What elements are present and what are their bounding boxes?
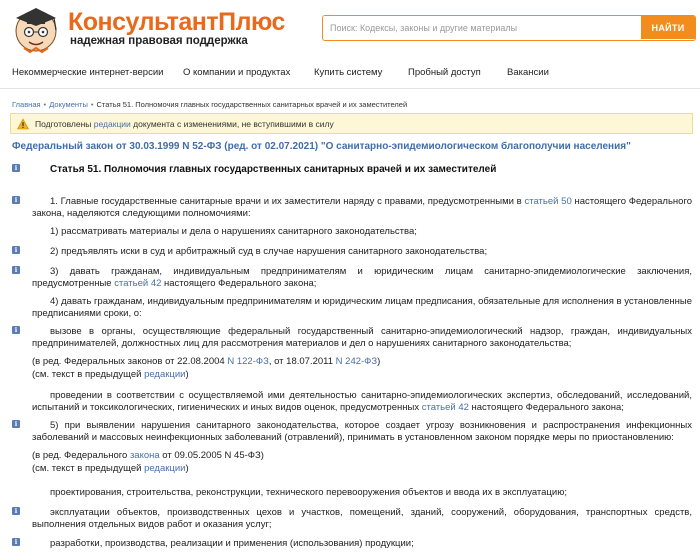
paragraph: 1. Главные государственные санитарные врачи и их заместители наряду с правами, предусмотренными в статьей 50 настоящего Федерального закона, наделяются следующими полномочиями: xyxy=(32,196,692,219)
info-icon[interactable]: i xyxy=(12,507,20,515)
law-link[interactable]: N 122-ФЗ xyxy=(227,356,269,367)
paragraph: 4) давать гражданам, индивидуальным предпринимателям и юридическим лицам предписания, обязательные для исполнения в установленные предписаниями сроки, о: xyxy=(32,296,692,319)
nav-item-noncommercial[interactable]: Некоммерческие интернет-версии xyxy=(12,67,164,78)
article-link[interactable]: статьей 42 xyxy=(421,401,469,413)
breadcrumb-docs[interactable]: Документы xyxy=(49,100,88,109)
info-icon[interactable]: i xyxy=(12,266,20,274)
info-icon[interactable]: i xyxy=(12,196,20,204)
brand-tagline: надежная правовая поддержка xyxy=(70,35,248,47)
paragraph: 5) при выявлении нарушения санитарного законодательства, которое создает угрозу возникновения и распространения инфекционных заболеваний и массовых неинфекционных заболеваний (отравлений), принимать в установленном законом порядке меры по приостановлению: xyxy=(32,420,692,443)
brand-name: КонсультантПлюс xyxy=(68,8,285,36)
breadcrumb-current: Статья 51. Полномочия главных государственных санитарных врачей и их заместителей xyxy=(96,100,408,109)
edition-link[interactable]: редакции xyxy=(144,369,186,380)
info-icon[interactable]: i xyxy=(12,538,20,546)
law-link[interactable]: N 242-ФЗ xyxy=(335,356,378,367)
paragraph: 2) предъявлять иски в суд и арбитражный суд в случае нарушения санитарного законодательства; xyxy=(50,246,488,257)
paragraph: 1) рассматривать материалы и дела о нарушениях санитарного законодательства; xyxy=(50,226,417,237)
paragraph: проектирования, строительства, реконструкции, технического перевооружения объектов и ввода их в эксплуатацию; xyxy=(50,487,567,498)
paragraph: 3) давать гражданам, индивидуальным предпринимателям и юридическим лицам санитарно-эпидемиологические заключения, предусмотренные статьей 42 настоящего Федерального закона; xyxy=(32,266,692,289)
paragraph: разработки, производства, реализации и применения (использования) продукции; xyxy=(50,538,414,549)
warning-text: Подготовлены редакции документа с изменениями, не вступившими в силу xyxy=(35,118,334,129)
article-title: Статья 51. Полномочия главных государственных санитарных врачей и их заместителей xyxy=(50,164,497,175)
warning-link[interactable]: редакции xyxy=(93,118,131,129)
warning-icon xyxy=(17,118,29,130)
nav-item-trial[interactable]: Пробный доступ xyxy=(408,67,481,78)
document-title: Федеральный закон от 30.03.1999 N 52-ФЗ (ред. от 02.07.2021) "О санитарно-эпидемиологическом благополучии населения" xyxy=(12,141,631,152)
main-nav xyxy=(0,62,700,84)
edition-link[interactable]: редакции xyxy=(144,463,186,474)
nav-item-vacancies[interactable]: Вакансии xyxy=(507,67,549,78)
paragraph: эксплуатации объектов, производственных цехов и участков, помещений, зданий, сооружений, оборудования, транспортных средств, выполнения отдельных видов работ и оказания услуг; xyxy=(32,507,692,530)
paragraph: вызове в органы, осуществляющие федеральный государственный санитарно-эпидемиологический надзор, граждан, индивидуальных предпринимателей, должностных лиц для рассмотрения материалов и дел о нарушениях санитарного законодательства; xyxy=(32,326,692,349)
search-bar xyxy=(322,15,696,41)
nav-item-about[interactable]: О компании и продуктах xyxy=(183,67,291,78)
site-header xyxy=(0,0,700,60)
article-link[interactable]: статьей 50 xyxy=(524,196,572,207)
paragraph: проведении в соответствии с осуществляемой ими деятельностью санитарно-эпидемиологических экспертиз, обследований, исследований, испытаний и токсикологических, гигиенических и иных видов оценок, предусмотренных статьей 42 настоящего Федерального закона; xyxy=(32,390,692,413)
logo[interactable] xyxy=(10,4,285,54)
mascot-logo-icon xyxy=(10,4,62,54)
law-link[interactable]: закона xyxy=(129,450,160,461)
amendment-note: (в ред. Федеральных законов от 22.08.2004 N 122-ФЗ, от 18.07.2011 N 242-ФЗ) xyxy=(32,356,381,367)
nav-item-buy[interactable]: Купить систему xyxy=(314,67,383,78)
nav-divider xyxy=(0,88,700,89)
warning-banner xyxy=(10,113,693,134)
search-button[interactable]: НАЙТИ xyxy=(641,16,695,39)
previous-edition-note: (см. текст в предыдущей редакции) xyxy=(32,463,189,474)
amendment-note: (в ред. Федерального закона от 09.05.2005 N 45-ФЗ) xyxy=(32,450,264,461)
info-icon[interactable]: i xyxy=(12,246,20,254)
info-icon[interactable]: i xyxy=(12,326,20,334)
breadcrumb-home[interactable]: Главная xyxy=(12,100,41,109)
previous-edition-note: (см. текст в предыдущей редакции) xyxy=(32,369,189,380)
breadcrumb: Главная • Документы • Статья 51. Полномочия главных государственных санитарных врачей и их заместителей xyxy=(12,100,408,109)
info-icon[interactable]: i xyxy=(12,164,20,172)
search-input[interactable] xyxy=(323,16,641,39)
article-link[interactable]: статьей 42 xyxy=(114,277,162,289)
info-icon[interactable]: i xyxy=(12,420,20,428)
